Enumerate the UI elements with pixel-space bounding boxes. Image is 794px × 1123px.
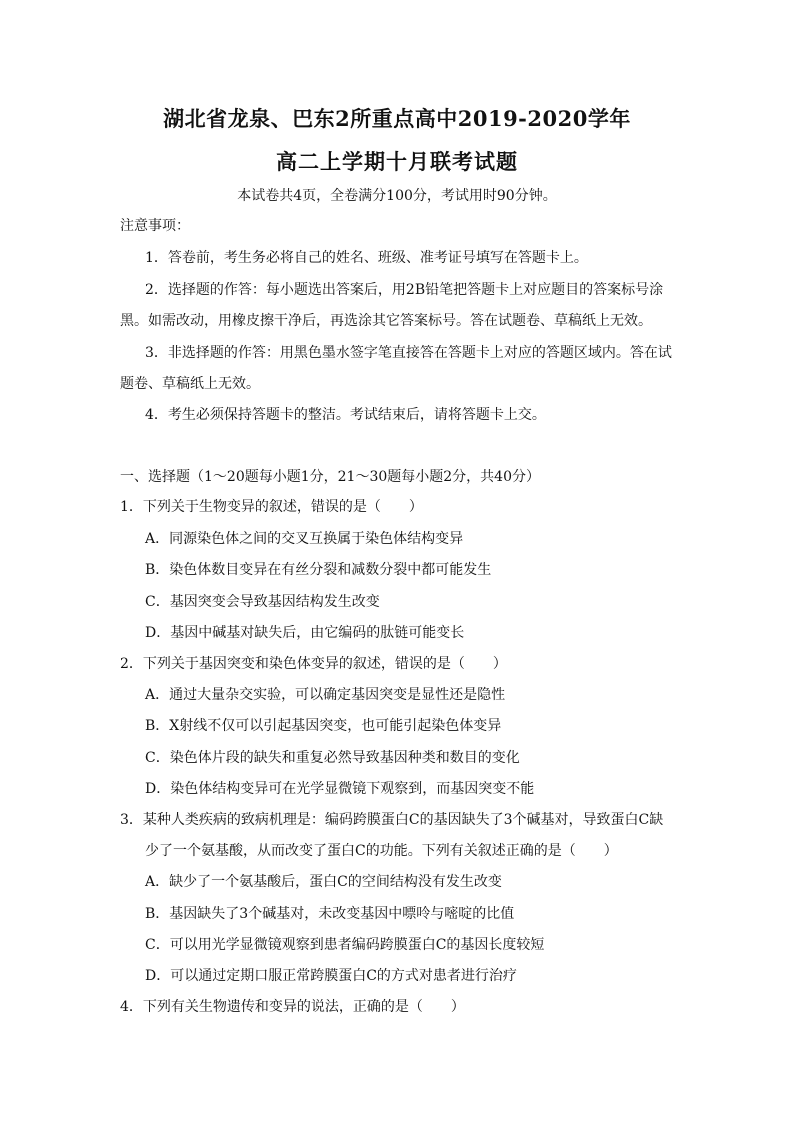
q2-option-c: C．染色体片段的缺失和重复必然导致基因种类和数目的变化 bbox=[145, 750, 520, 766]
q1-option-c: C．基因突变会导致基因结构发生改变 bbox=[145, 594, 380, 610]
exam-subtitle: 本试卷共4页，全卷满分100分，考试用时90分钟。 bbox=[237, 188, 557, 204]
q3-option-a: A．缺少了一个氨基酸后，蛋白C的空间结构没有发生改变 bbox=[145, 874, 502, 890]
q3-option-b: B．基因缺失了3个碱基对，未改变基因中嘌呤与嘧啶的比值 bbox=[145, 906, 515, 922]
q3-stem-line2: 少了一个氨基酸，从而改变了蛋白C的功能。下列有关叙述正确的是（ ） bbox=[145, 843, 618, 859]
q1-option-b: B．染色体数目变异在有丝分裂和减数分裂中都可能发生 bbox=[145, 562, 492, 578]
note-3-line1: 3．非选择题的作答：用黑色墨水签字笔直接答在答题卡上对应的答题区域内。答在试 bbox=[145, 345, 672, 361]
q1-option-a: A．同源染色体之间的交叉互换属于染色体结构变异 bbox=[145, 531, 464, 547]
q3-stem-line1: 3．某种人类疾病的致病机理是：编码跨膜蛋白C的基因缺失了3个碱基对，导致蛋白C缺 bbox=[120, 812, 664, 828]
q2-stem: 2．下列关于基因突变和染色体变异的叙述，错误的是（ ） bbox=[120, 656, 507, 672]
note-2-line1: 2．选择题的作答：每小题选出答案后，用2B铅笔把答题卡上对应题目的答案标号涂 bbox=[145, 282, 664, 298]
exam-title-line2: 高二上学期十月联考试题 bbox=[276, 149, 518, 174]
q2-option-b: B．X射线不仅可以引起基因突变，也可能引起染色体变异 bbox=[145, 718, 502, 734]
note-3-line2: 题卷、草稿纸上无效。 bbox=[120, 376, 260, 392]
q3-option-d: D．可以通过定期口服正常跨膜蛋白C的方式对患者进行治疗 bbox=[145, 968, 517, 984]
exam-title-line1: 湖北省龙泉、巴东2所重点高中2019-2020学年 bbox=[163, 106, 631, 131]
note-2-line2: 黑。如需改动，用橡皮擦干净后，再选涂其它答案标号。答在试题卷、草稿纸上无效。 bbox=[120, 313, 652, 329]
notes-heading: 注意事项： bbox=[120, 218, 190, 234]
q3-option-c: C．可以用光学显微镜观察到患者编码跨膜蛋白C的基因长度较短 bbox=[145, 937, 545, 953]
q4-stem: 4．下列有关生物遗传和变异的说法，正确的是（ ） bbox=[120, 999, 465, 1015]
q1-option-d: D．基因中碱基对缺失后，由它编码的肽链可能变长 bbox=[145, 625, 465, 641]
q2-option-a: A．通过大量杂交实验，可以确定基因突变是显性还是隐性 bbox=[145, 687, 506, 703]
q1-stem: 1．下列关于生物变异的叙述，错误的是（ ） bbox=[120, 499, 423, 515]
note-4: 4．考生必须保持答题卡的整洁。考试结束后，请将答题卡上交。 bbox=[145, 407, 546, 423]
section-heading: 一、选择题（1～20题每小题1分，21～30题每小题2分，共40分） bbox=[120, 469, 540, 485]
q2-option-d: D．染色体结构变异可在光学显微镜下观察到，而基因突变不能 bbox=[145, 781, 535, 797]
note-1: 1．答卷前，考生务必将自己的姓名、班级、准考证号填写在答题卡上。 bbox=[145, 250, 588, 266]
